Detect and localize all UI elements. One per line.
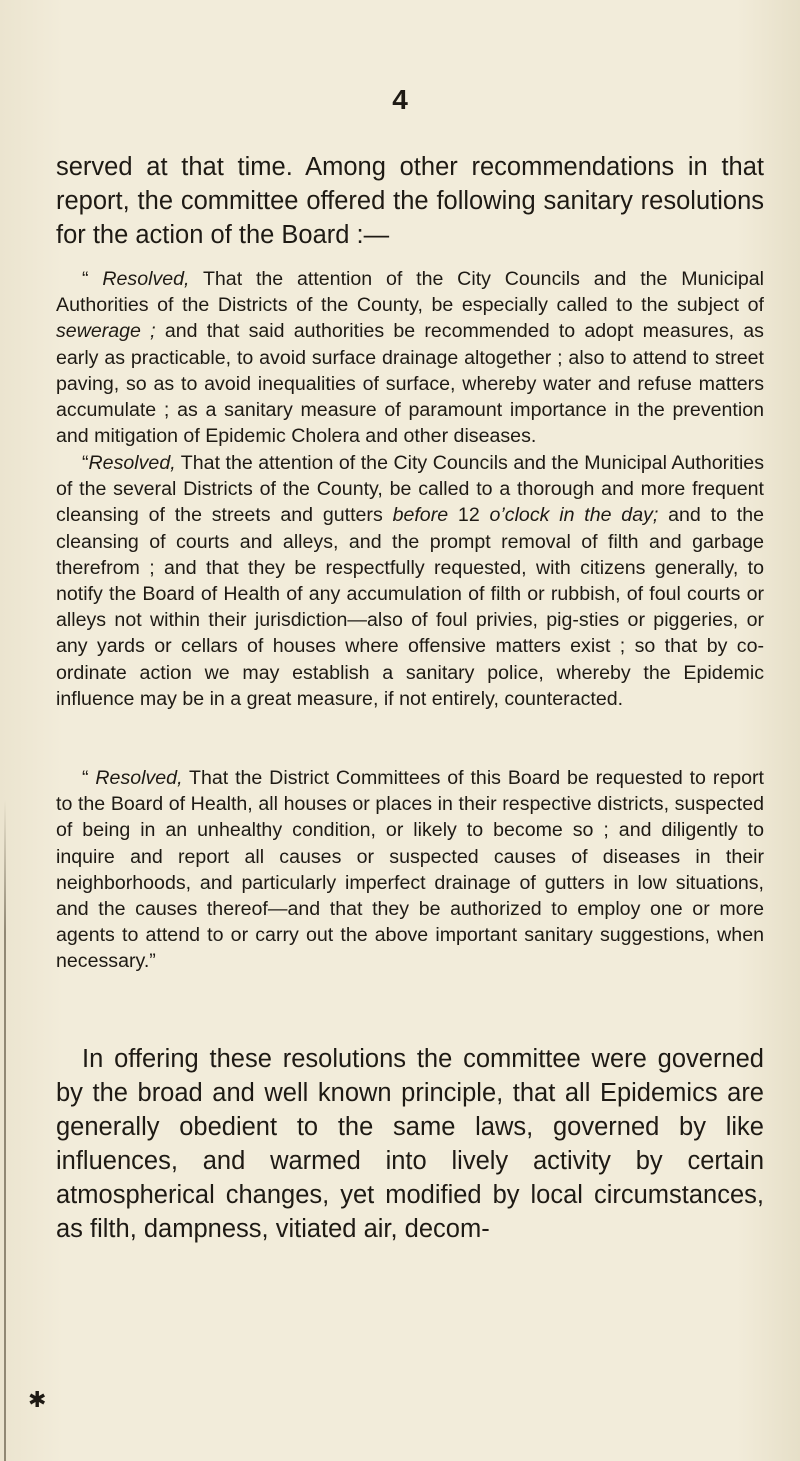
final-paragraph: In offering these resolutions the committee were governed by the broad and well known principle, that all Epidemics are generally obedient to the same laws, governed by like influences, and warmed into lively activity by certain atmospherical changes, yet modified by local circumstances, as filth, dampness, vitiated air, decom- — [56, 1045, 764, 1243]
resolved-word: Resolved, — [88, 452, 176, 474]
page-number: 4 — [392, 84, 408, 115]
intro-paragraph: served at that time. Among other recommendations in that report, the committee offered the following sanitary resolutions for the action of the Board :— — [56, 153, 764, 249]
resolution-text: 12 — [448, 504, 490, 527]
resolution-text: and that said authorities be recommended to adopt measures, as early as practicable, to avoid surface drainage altogether ; also to attend to street paving, so as to avoid inequalities of surface, whereby water and refuse matters accumulate ; as a sanitary measure of paramount importance in the prevention and mitigation of Epidemic Cholera and other diseases. — [56, 320, 764, 448]
resolved-word: Resolved, — [95, 767, 183, 789]
quote-mark: “ — [82, 767, 96, 789]
quote-mark: “ — [82, 452, 89, 474]
resolution-text: and to the cleansing of courts and alleys, and the prompt removal of filth and garbage therefrom ; and that they be respectfully requested, with citizens generally, to notify the Board of Health of any accumulation of filth or rubbish, of foul courts or alleys not within their jurisdiction—also of foul privies, pig-sties or piggeries, or any yards or cellars of houses where offensive matters exist ; so that by co-ordinate action we may establish a sanitary police, whereby the Epidemic influence may be in a great measure, if not entirely, counteracted. — [56, 504, 765, 710]
resolution-text: That the attention of the City Councils and the Municipal Authorities of the several Districts of the County, be called to a thorough and more frequent cleansing of the streets and gutters — [56, 452, 764, 527]
resolution-italic: o’clock in the day; — [489, 504, 659, 527]
resolution-italic: before — [392, 504, 449, 527]
resolution-1-paragraph — [56, 266, 764, 449]
resolution-text: That the District Committees of this Board be requested to report to the Board of Health, all houses or places in their respective districts, suspected of being in an unhealthy condition, or likely to become so ; and diligently to inquire and report all causes or suspected causes of diseases in their neighborhoods, and particularly imperfect drainage of gutters in low situations, and the causes thereof—and that they be authorized to employ one or more agents to attend to or carry out the above important sanitary suggestions, when necessary.” — [56, 767, 764, 973]
resolution-2-paragraph — [56, 450, 764, 712]
resolution-italic: sewerage ; — [56, 320, 156, 343]
resolution-text: That the attention of the City Councils and the Municipal Authorities of the Districts of the County, be especially called to the subject of — [56, 268, 765, 317]
quote-mark: “ — [82, 268, 103, 290]
binding-shadow — [4, 800, 6, 1461]
asterisk-icon: ✱ — [28, 1388, 47, 1413]
resolved-word: Resolved, — [102, 268, 190, 290]
resolution-3-paragraph — [56, 765, 764, 975]
